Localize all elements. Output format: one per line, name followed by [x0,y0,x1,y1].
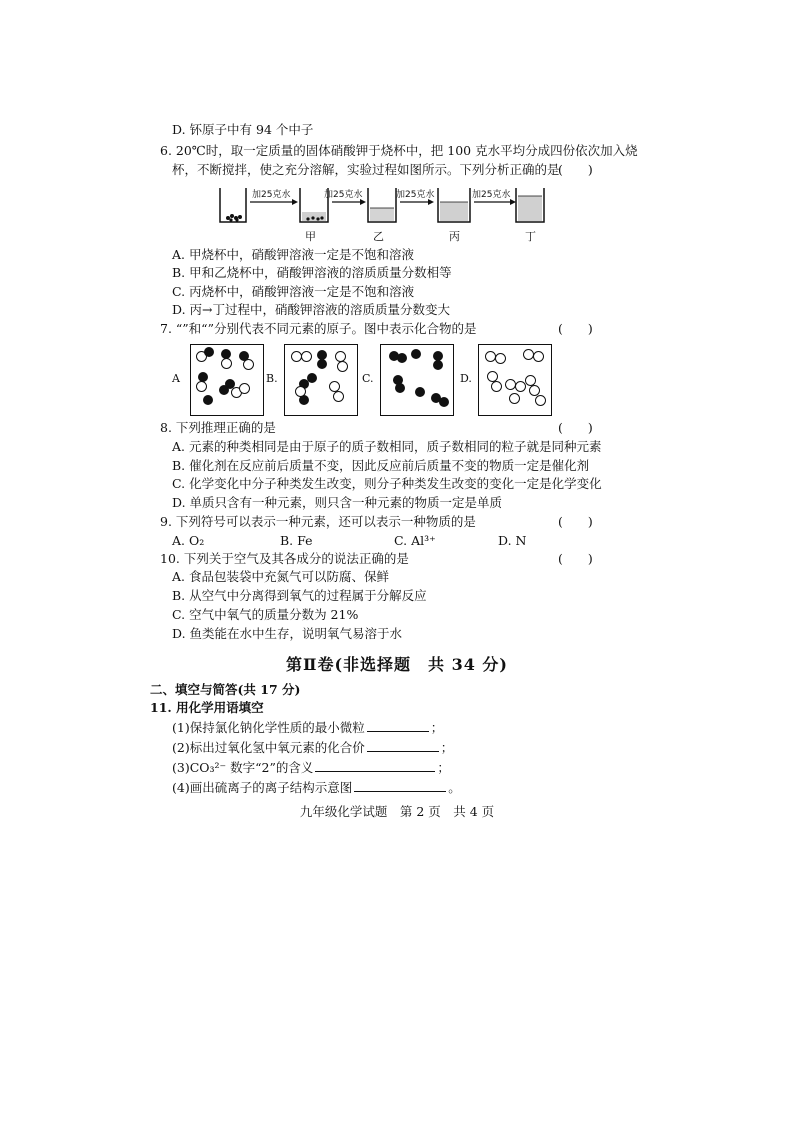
q7-box-d[interactable] [478,344,552,416]
q10-option-c[interactable]: C. 空气中氧气的质量分数为 21% [172,607,359,622]
q6-answer-paren[interactable]: ( ) [558,162,593,177]
q11-item-2 [172,739,453,756]
svg-text:加25克水: 加25克水 [252,190,291,200]
arrow-2 [324,188,366,205]
q8-option-c[interactable]: C. 化学变化中分子种类发生改变，则分子种类发生改变的变化一定是化学变化 [172,476,602,491]
q7-label-a[interactable]: A [172,372,180,385]
beaker-label-bing: 丙 [449,230,460,243]
q8-stem: 8. 下列推理正确的是 [160,420,276,435]
q7-box-b[interactable] [284,344,358,416]
q9-option-a[interactable]: A. O₂ [172,533,205,548]
q11-item-2-end: ； [440,740,454,755]
q11-item-3-end: ； [437,760,450,775]
q5-option-d: D. 钚原子中有 94 个中子 [172,122,314,137]
beaker-ding [516,188,544,222]
arrow-1 [250,188,298,205]
q8-option-d[interactable]: D. 单质只含有一种元素，则只含一种元素的物质一定是单质 [172,495,503,510]
arrow-3 [396,188,434,205]
q9-option-d[interactable]: D. N [498,533,527,548]
q10-option-d[interactable]: D. 鱼类能在水中生存，说明氧气易溶于水 [172,626,403,641]
q11-item-4-end: 。 [448,780,461,795]
q10-stem: 10. 下列关于空气及其各成分的说法正确的是 [160,551,409,566]
q11-item-2-text: (2)标出过氧化氢中氧元素的化合价 [172,740,365,755]
q11-item-1-text: (1)保持氯化钠化学性质的最小微粒 [172,720,365,735]
section2-title: 第Ⅱ卷(非选择题 共 34 分) [285,655,509,674]
q7-label-c[interactable]: C. [362,372,374,385]
q11-blank-3[interactable] [315,759,435,772]
q11-blank-4[interactable] [354,779,446,792]
page-footer: 九年级化学试题 第 2 页 共 4 页 [299,804,495,819]
q11-item-1 [172,719,443,736]
q10-option-a[interactable]: A. 食品包装袋中充氮气可以防腐、保鲜 [172,569,389,584]
q7-stem: 7. “”和“”分别代表不同元素的原子。图中表示化合物的是 [160,321,477,336]
q9-option-b[interactable]: B. Fe [280,533,313,548]
q6-stem-line2: 杯，不断搅拌，使之充分溶解，实验过程如图所示。下列分析正确的是 [172,162,560,177]
q10-option-b[interactable]: B. 从空气中分离得到氧气的过程属于分解反应 [172,588,427,603]
q9-stem: 9. 下列符号可以表示一种元素，还可以表示一种物质的是 [160,514,476,529]
q7-label-b[interactable]: B. [266,372,278,385]
q11-item-1-end: ； [430,720,444,735]
beaker-label-yi: 乙 [373,230,384,243]
svg-text:加25克水: 加25克水 [472,190,511,200]
q6-option-a[interactable]: A. 甲烧杯中，硝酸钾溶液一定是不饱和溶液 [172,247,414,262]
beaker-label-ding: 丁 [525,230,536,243]
svg-text:加25克水: 加25克水 [324,190,363,200]
q8-option-b[interactable]: B. 催化剂在反应前后质量不变，因此反应前后质量不变的物质一定是催化剂 [172,458,590,473]
q6-option-d[interactable]: D. 丙→丁过程中，硝酸钾溶液的溶质质量分数变大 [172,302,450,317]
q11-blank-2[interactable] [367,739,439,752]
svg-text:加25克水: 加25克水 [396,190,435,200]
q8-option-a[interactable]: A. 元素的种类相同是由于原子的质子数相同，质子数相同的粒子就是同种元素 [172,439,602,454]
beaker-initial [220,188,246,222]
q11-item-4-text: (4)画出硫离子的离子结构示意图 [172,780,353,795]
q6-option-c[interactable]: C. 丙烧杯中，硝酸钾溶液一定是不饱和溶液 [172,284,415,299]
q7-box-c[interactable] [380,344,454,416]
arrow-4 [472,188,516,205]
q10-answer-paren[interactable]: ( ) [558,551,593,566]
q11-stem: 11. 用化学用语填空 [150,700,264,715]
q11-item-4 [172,779,461,796]
q7-answer-paren[interactable]: ( ) [558,321,593,336]
q8-answer-paren[interactable]: ( ) [558,420,593,435]
q9-option-c[interactable]: C. Al³⁺ [394,533,436,548]
part2-heading: 二、填空与简答(共 17 分) [150,682,301,697]
q11-blank-1[interactable] [367,719,429,732]
q7-label-d[interactable]: D. [460,372,472,385]
beaker-label-jia: 甲 [305,230,316,243]
q6-option-b[interactable]: B. 甲和乙烧杯中，硝酸钾溶液的溶质质量分数相等 [172,265,452,280]
q7-box-a[interactable] [190,344,264,416]
beaker-yi [368,188,396,222]
q6-stem-line1: 6. 20℃时，取一定质量的固体硝酸钾于烧杯中，把 100 克水平均分成四份依次加入烧 [160,143,638,158]
q9-answer-paren[interactable]: ( ) [558,514,593,529]
q11-item-3 [172,759,450,776]
beaker-bing [438,188,470,222]
q11-item-3-text: (3)CO₃²⁻ 数字“2”的含义 [172,760,314,775]
